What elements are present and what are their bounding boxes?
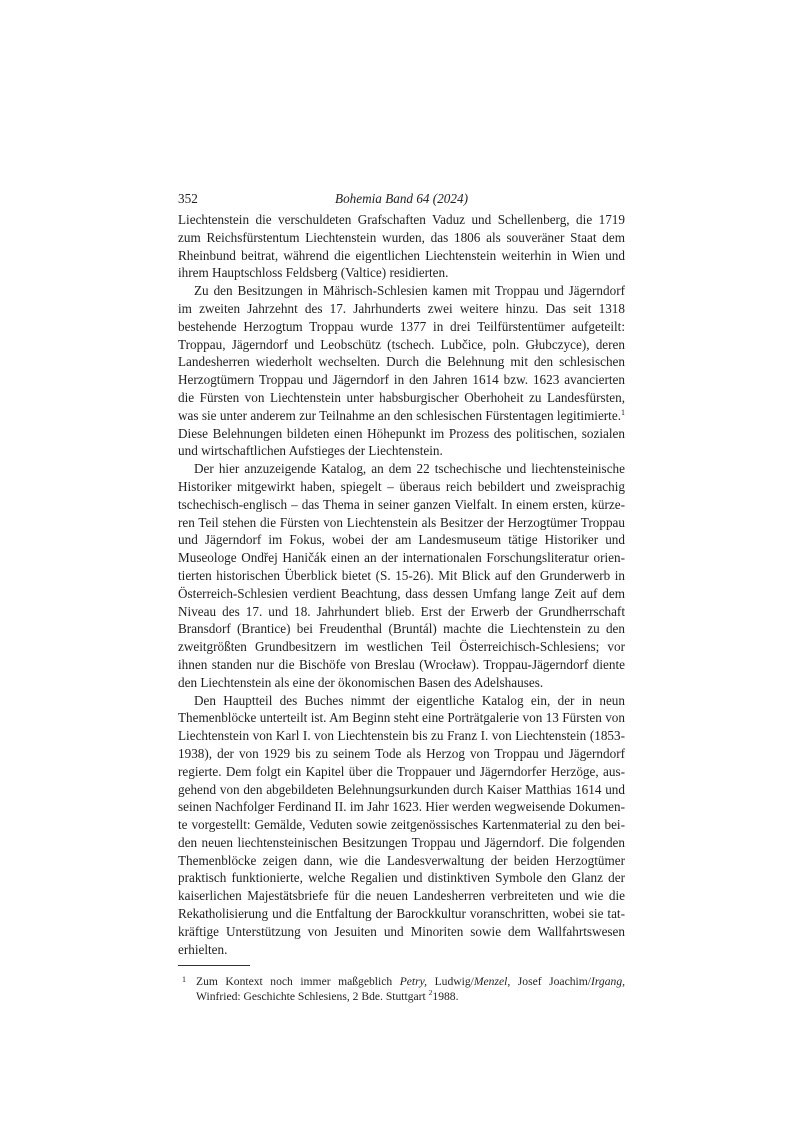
footnote-divider [178,965,250,966]
paragraph-2 [178,282,625,460]
footnote-separator-1: Ludwig/ [427,975,474,989]
paragraph-3: Der hier anzuzeigende Katalog, an dem 22 tschechische und liechtensteinische Historiker mitgewirkt haben, spiegelt – überaus reich bebildert und zweisprachig tschechisch-englisch – das Thema in seiner ganzen Vielfalt. In einem ersten, kürzeren Teil stehen die Fürsten von Liechtenstein als Besitzer der Herzogtümer Troppau und Jägerndorf im Fokus, wobei der am Landesmuseum tätige Historiker und Museologe Ondřej Haničák einen an der internationalen Forschungsliteratur orientierten historischen Überblick bietet (S. 15-26). Mit Blick auf den Grunderwerb in Österreich-Schlesien verdient Beachtung, dass dessen Umfang lange Zeit auf dem Niveau des 17. und 18. Jahrhundert blieb. Erst der Erwerb der Grundherrschaft Bransdorf (Brantice) bei Freudenthal (Bruntál) machte die Liechtenstein zu den zweitgrößten Grundbesitzern im westlichen Teil Österreichisch-Schlesiens; vor ihnen standen nur die Bischöfe von Breslau (Wrocław). Troppau-Jägerndorf diente den Liechtenstein als eine der ökonomischen Basen des Adelshauses. [178,461,625,690]
journal-title: Bohemia Band 64 (2024) [335,191,468,206]
footnote-reference[interactable]: 1 [621,407,625,417]
footnote-intro: Zum Kontext noch immer maßgeblich [196,975,400,989]
paragraph-4: Den Hauptteil des Buches nimmt der eigentliche Katalog ein, der in neun Themenblöcke unterteilt ist. Am Beginn steht eine Porträtgalerie von 13 Fürsten von Liechtenstein von Karl I. von Liechtenstein bis zu Franz I. von Liechtenstein (1853-1938), der von 1929 bis zu seinem Tode als Herzog von Troppau und Jägerndorf regierte. Dem folgt ein Kapitel über die Troppauer und Jägerndorfer Herzöge, ausgehend von den abgebildeten Belehnungsurkunden durch Kaiser Matthias 1614 und seinen Nachfolger Ferdinand II. im Jahr 1623. Hier werden wegweisende Dokumente vorgestellt: Gemälde, Veduten sowie zeitgenössisches Kartenmaterial zu den beiden neuen liechtensteinischen Besitzungen Troppau und Jägerndorf. Die folgenden Themenblöcke zeigen dann, wie die Landesverwaltung der beiden Herzogtümer praktisch funktionierte, welche Regalien und distinktiven Symbole den Glanz der kaiserlichen Majestätsbriefe für die neuen Landesherren verbreiteten und wie die Rekatholisierung und die Entfaltung der Barockkultur voranschritten, wobei sie tatkräftige Unterstützung von Jesuiten und Minoriten sowie dem Wallfahrtswesen erhielten. [178,692,625,957]
footnote-edition: 2 [428,987,433,997]
page-number: 352 [178,191,198,206]
footnote-author-petry: Petry, [399,975,428,989]
footnote [178,975,625,1004]
paragraph-1: Liechtenstein die verschuldeten Grafschaften Vaduz und Schellenberg, die 1719 zum Reichsfürstentum Liechtenstein wurden, das 1806 als souveräner Staat dem Rheinbund beitrat, während die eigentlichen Liechtenstein weiterhin in Wien und ihrem Hauptschloss Feldsberg (Valtice) residierten. [178,212,625,281]
footnote-citation: Winfried: Geschichte Schlesiens, 2 Bde. Stuttgart [196,989,429,1003]
running-head [178,191,625,211]
footnote-separator-2: Josef Joachim/ [510,975,591,989]
footnote-author-menzel: Menzel, [473,975,511,989]
paragraph-2-continuation: Diese Belehnungen bildeten einen Höhepunkt im Prozess des politischen, sozialen und wirtschaftlichen Aufstieges der Liechtenstein. [178,425,625,459]
footnote-mark: 1 [182,975,186,985]
journal-page [178,191,625,1004]
footnote-year: 1988. [432,989,459,1003]
paragraph-2-text: Zu den Besitzungen in Mährisch-Schlesien kamen mit Troppau und Jägerndorf im zweiten Jahrzehnt des 17. Jahrhunderts zwei weitere hinzu. Das seit 1318 bestehende Herzogtum Troppau wurde 1377 in drei Teilfürstentümer aufgeteilt: Troppau, Jägerndorf und Leobschütz (tschech. Lubčice, poln. Głubczyce), deren Landesherren wiederholt wechselten. Durch die Belehnung mit den schlesischen Herzogtümern Troppau und Jägerndorf in den Jahren 1614 bzw. 1623 avancierten die Fürsten von Liechtenstein unter habsburgischer Oberhoheit zu Landesfürsten, was sie unter anderem zur Teilnahme an den schlesischen Fürstentagen legitimierte. [178,283,625,423]
body-text [178,211,625,958]
footnote-author-irgang: Irgang, [590,975,626,989]
